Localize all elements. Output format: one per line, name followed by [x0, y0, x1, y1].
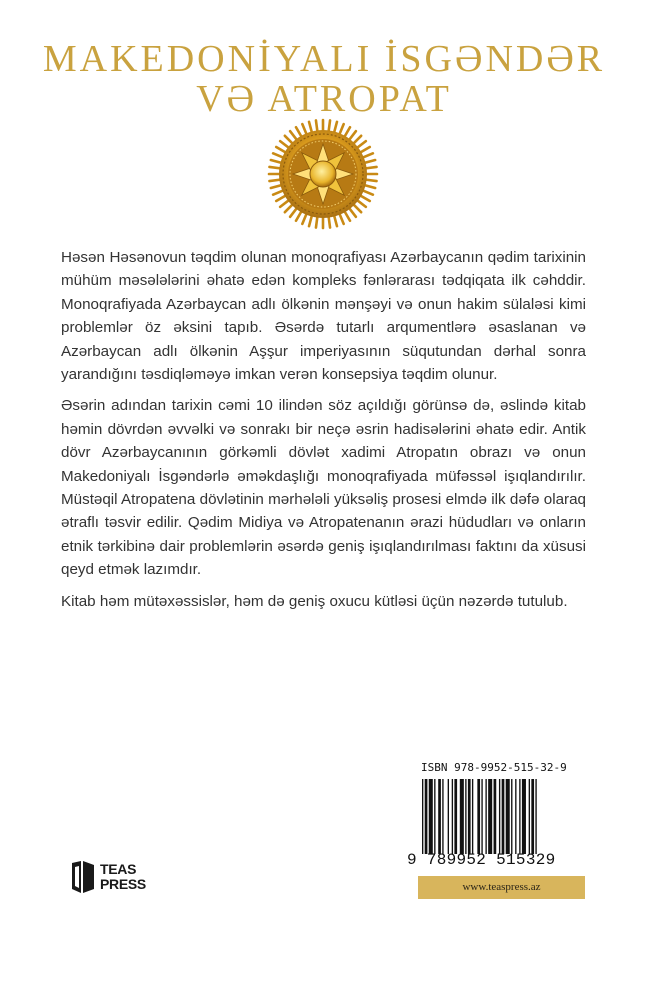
- publisher-name-line-1: TEAS: [100, 861, 137, 877]
- book-title-line-1: MAKEDONİYALI İSGƏNDƏR: [42, 38, 606, 80]
- barcode-digits: 9 789952 515329: [407, 851, 556, 869]
- publisher-website: www.teaspress.az: [418, 876, 585, 899]
- description-paragraph-1: Həsən Həsənovun təqdim olunan monoqrafiyası Azərbaycanın qədim tarixinin mühüm məsələlərini əhatə edən kompleks fənlərarası tədqiqata ilk cəhddir. Monoqrafiyada Azərbaycan adlı ölkənin mənşəyi və onun hakim sülaləsi kimi problemlər öz əksini tapıb. Əsərdə tutarlı arqumentlərə əsaslanan və Azərbaycan adlı ölkənin Aşşur imperiyasının süqutundan dərhal sonra yarandığını təsdiqləməyə imkan verən konsepsiya təqdim olunur.: [61, 249, 586, 384]
- teas-press-logo-icon: [70, 859, 96, 895]
- description-paragraph-3: Kitab həm mütəxəssislər, həm də geniş oxucu kütləsi üçün nəzərdə tutulub.: [61, 592, 568, 610]
- publisher-logo: [70, 857, 160, 897]
- publisher-name-line-2: PRESS: [100, 876, 146, 892]
- book-title-line-2: VƏ ATROPAT: [196, 78, 452, 120]
- book-description: [61, 246, 586, 621]
- golden-sun-rosette-icon: [267, 118, 379, 230]
- isbn-label: ISBN 978-9952-515-32-9: [421, 761, 567, 774]
- description-paragraph-2: Əsərin adından tarixin cəmi 10 ilindən söz açıldığı görünsə də, əslində kitab həmin dövrdən əvvəlki və sonrakı bir neçə əsrin hadisələrini əhatə edir. Antik dövr Azərbaycanının görkəmli dövlət xadimi Atropatın obrazı və onun Makedoniyalı İsgəndərlə əməkdaşlığı monoqrafiyada müfəssəl işıqlandırılır. Müstəqil Atropatena dövlətinin mərhələli yüksəliş prosesi elmdə ilk dəfə olaraq ətraflı təsvir edilir. Qədim Midiya və Atropatenanın ərazi hüdudları və onların etnik tərkibinə dair problemlərin əsərdə geniş işıqlandırılması faktını da xüsusi qeyd etmək lazımdır.: [61, 397, 586, 579]
- barcode: [418, 779, 584, 854]
